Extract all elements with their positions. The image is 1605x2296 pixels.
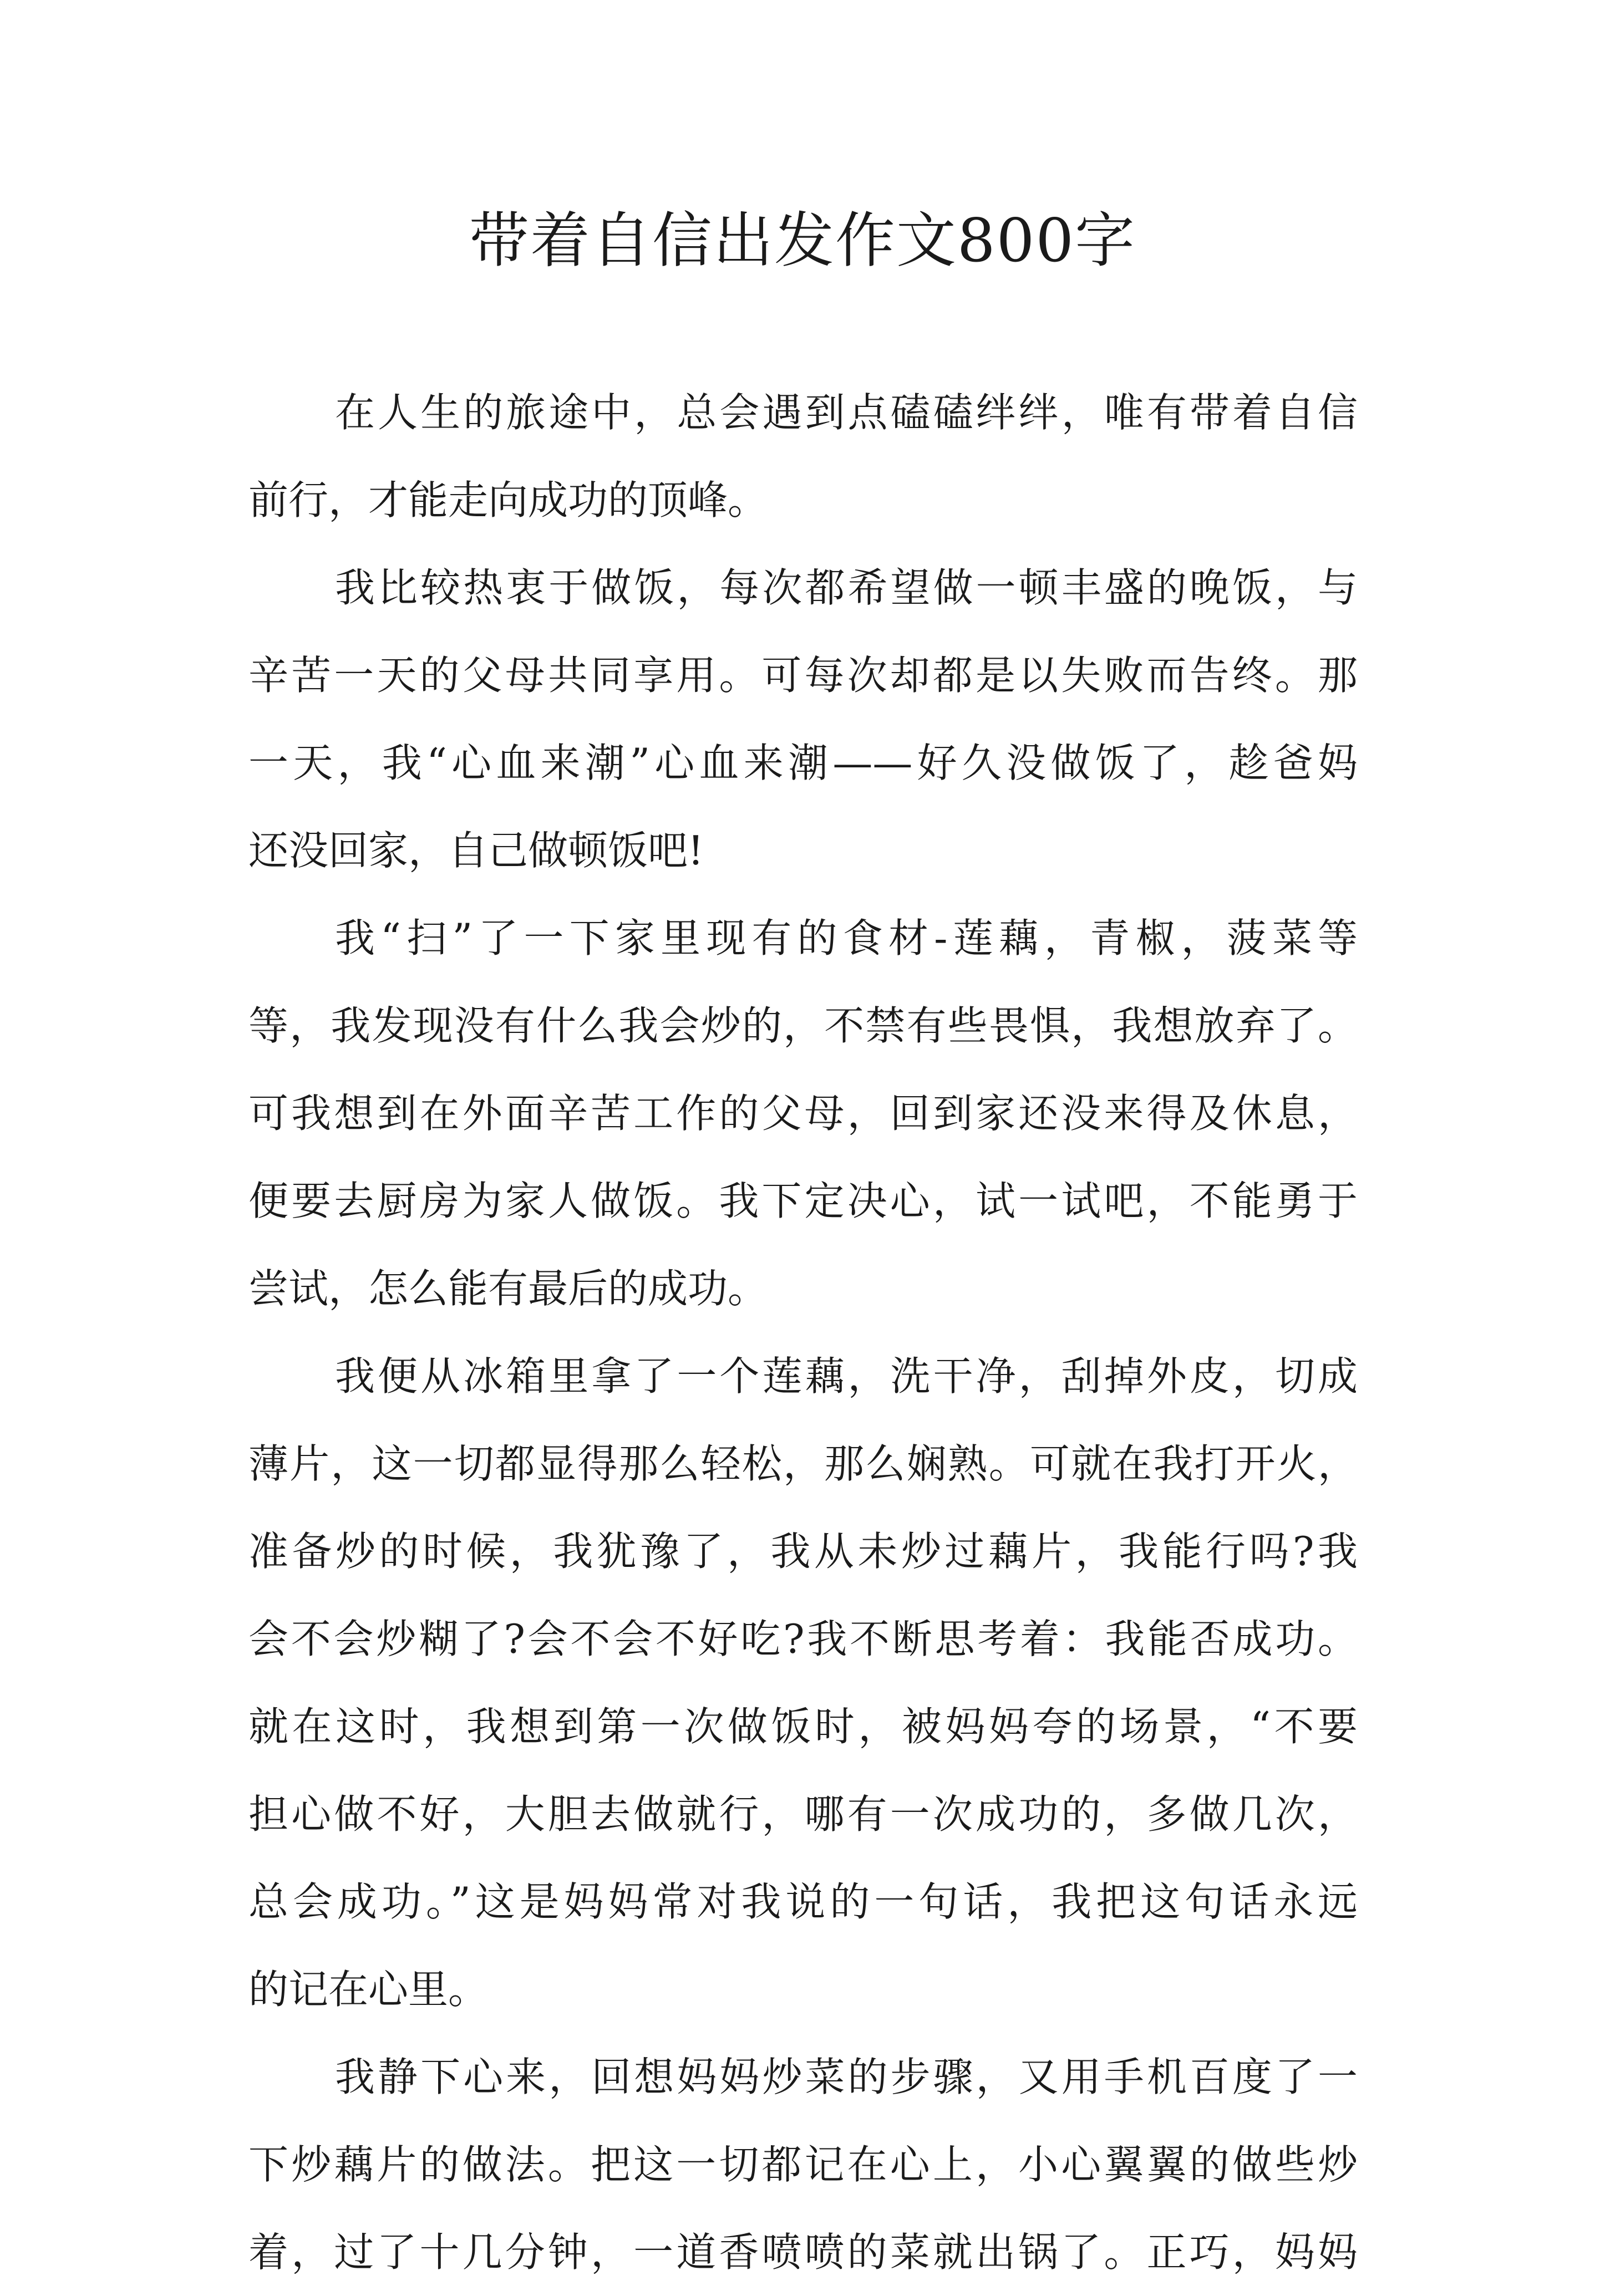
paragraph-line: 前行，才能走向成功的顶峰。 [248,477,768,523]
paragraph-line: 我“扫”了一下家里现有的食材-莲藕，青椒，菠菜等 [335,915,1358,961]
paragraph-line: 会不会炒糊了?会不会不好吃?我不断思考着：我能否成功。 [248,1616,1358,1662]
paragraph-line: 便要去厨房为家人做饭。我下定决心，试一试吧，不能勇于 [248,1178,1358,1224]
document-body [248,369,1358,2296]
paragraph-line: 准备炒的时候，我犹豫了，我从未炒过藕片，我能行吗?我 [248,1528,1358,1575]
paragraph-3 [248,894,1358,1332]
paragraph-2 [248,544,1358,894]
paragraph-line: 我便从冰箱里拿了一个莲藕，洗干净，刮掉外皮，切成 [335,1353,1358,1399]
paragraph-5 [248,2033,1358,2296]
paragraph-line: 担心做不好，大胆去做就行，哪有一次成功的，多做几次， [248,1791,1358,1837]
paragraph-line: 可我想到在外面辛苦工作的父母，回到家还没来得及休息， [248,1090,1358,1137]
paragraph-line: 着，过了十几分钟，一道香喷喷的菜就出锅了。正巧，妈妈 [248,2229,1358,2275]
paragraph-4 [248,1332,1358,2033]
paragraph-line: 薄片，这一切都显得那么轻松，那么娴熟。可就在我打开火， [248,1440,1358,1487]
paragraph-1 [248,369,1358,544]
document-title: 带着自信出发作文800字 [469,206,1136,276]
paragraph-line: 在人生的旅途中，总会遇到点磕磕绊绊，唯有带着自信 [335,389,1358,436]
paragraph-line: 我比较热衷于做饭，每次都希望做一顿丰盛的晚饭，与 [335,564,1358,611]
paragraph-line: 下炒藕片的做法。把这一切都记在心上，小心翼翼的做些炒 [248,2141,1358,2188]
paragraph-line: 就在这时，我想到第一次做饭时，被妈妈夸的场景，“不要 [248,1703,1358,1750]
paragraph-line: 还没回家，自己做顿饭吧! [248,827,704,874]
paragraph-line: 总会成功。”这是妈妈常对我说的一句话，我把这句话永远 [248,1878,1358,1925]
paragraph-line: 一天，我“心血来潮”心血来潮——好久没做饭了，趁爸妈 [248,740,1358,786]
paragraph-line: 尝试，怎么能有最后的成功。 [248,1265,768,1312]
paragraph-line: 等，我发现没有什么我会炒的，不禁有些畏惧，我想放弃了。 [248,1002,1358,1049]
paragraph-line: 辛苦一天的父母共同享用。可每次却都是以失败而告终。那 [248,652,1358,699]
paragraph-line: 的记在心里。 [248,1966,489,2013]
paragraph-line: 我静下心来，回想妈妈炒菜的步骤，又用手机百度了一 [335,2054,1358,2100]
